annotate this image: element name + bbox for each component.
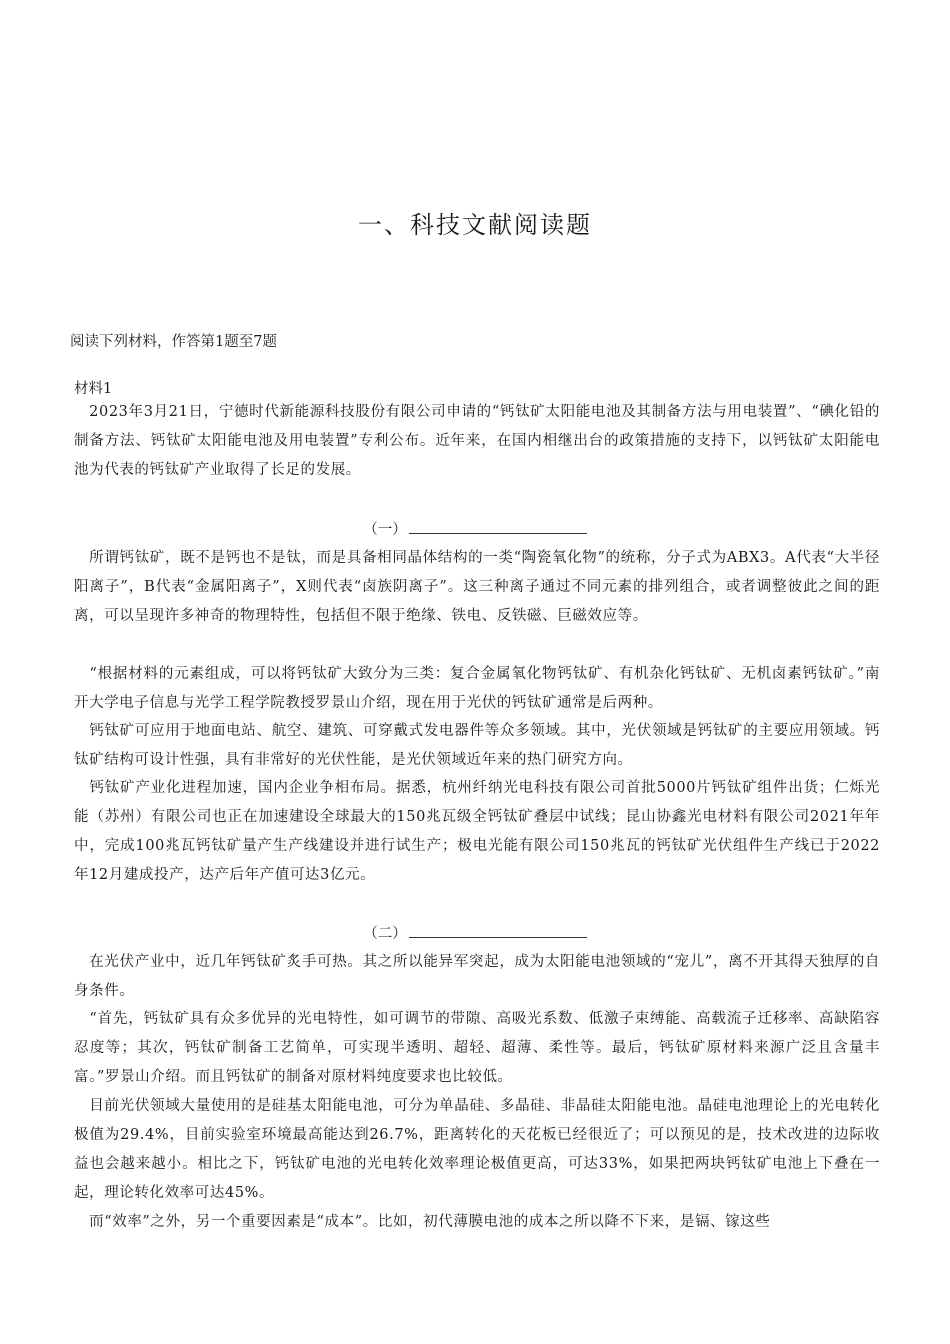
section2-paragraph-3: 目前光伏领域大量使用的是硅基太阳能电池，可分为单晶硅、多晶硅、非晶硅太阳能电池。晶硅电池理论上的光电转化极值为29.4%，目前实验室环境最高能达到26.7%，距离转化的天花板已经很近了；可以预见的是，技术改进的边际收益也会越来越小。相比之下，钙钛矿电池的光电转化效率理论极值更高，可达33%，如果把两块钙钛矿电池上下叠在一起，理论转化效率可达45%。	[74, 1098, 880, 1201]
intro-instruction: 阅读下列材料，作答第1题至7题	[70, 334, 277, 350]
material-paragraph: 2023年3月21日，宁德时代新能源科技股份有限公司申请的“钙钛矿太阳能电池及其制备方法与用电装置”、“碘化铅的制备方法、钙钛矿太阳能电池及用电装置”专利公布。近年来，在国内相继出台的政策措施的支持下，以钙钛矿太阳能电池为代表的钙钛矿产业取得了长足的发展。	[74, 404, 880, 478]
section-heading-1	[0, 518, 950, 539]
section-heading-1-label: （一）	[363, 522, 407, 538]
section1-paragraph-3: 钙钛矿可应用于地面电站、航空、建筑、可穿戴式发电器件等众多领域。其中，光伏领域是钙钛矿的主要应用领域。钙钛矿结构可设计性强，具有非常好的光伏性能，是光伏领域近年来的热门研究方向。	[74, 723, 880, 768]
section2-paragraph-4: 而“效率”之外，另一个重要因素是“成本”。比如，初代薄膜电池的成本之所以降不下来，是镉、镓这些	[74, 1214, 771, 1230]
section2-paragraph-1: 在光伏产业中，近几年钙钛矿炙手可热。其之所以能异军突起，成为太阳能电池领域的“宠儿”，离不开其得天独厚的自身条件。	[74, 954, 880, 999]
answer-blank-1[interactable]	[409, 519, 587, 534]
section1-paragraph-2: “根据材料的元素组成，可以将钙钛矿大致分为三类：复合金属氧化物钙钛矿、有机杂化钙钛矿、无机卤素钙钛矿。”南开大学电子信息与光学工程学院教授罗景山介绍，现在用于光伏的钙钛矿通常是后两种。	[74, 666, 880, 711]
answer-blank-2[interactable]	[409, 923, 587, 938]
section-heading-2-label: （二）	[363, 926, 407, 942]
section1-paragraph-1: 所谓钙钛矿，既不是钙也不是钛，而是具备相同晶体结构的一类“陶瓷氧化物”的统称，分子式为ABX3。A代表“大半径阳离子”，B代表“金属阳离子”，X则代表“卤族阴离子”。这三种离子通过不同元素的排列组合，或者调整彼此之间的距离，可以呈现许多神奇的物理特性，包括但不限于绝缘、铁电、反铁磁、巨磁效应等。	[74, 550, 880, 624]
material-label: 材料1	[74, 381, 113, 397]
section2-paragraph-2: “首先，钙钛矿具有众多优异的光电特性，如可调节的带隙、高吸光系数、低激子束缚能、高载流子迁移率、高缺陷容忍度等；其次，钙钛矿制备工艺简单，可实现半透明、超轻、超薄、柔性等。最后，钙钛矿原材料来源广泛且含量丰富。”罗景山介绍。而且钙钛矿的制备对原材料纯度要求也比较低。	[74, 1011, 880, 1085]
section1-paragraph-4: 钙钛矿产业化进程加速，国内企业争相布局。据悉，杭州纤纳光电科技有限公司首批5000片钙钛矿组件出货；仁烁光能（苏州）有限公司也正在加速建设全球最大的150兆瓦级全钙钛矿叠层中试线；昆山协鑫光电材料有限公司2021年年中，完成100兆瓦钙钛矿量产生产线建设并进行试生产；极电光能有限公司150兆瓦的钙钛矿光伏组件生产线已于2022年12月建成投产，达产后年产值可达3亿元。	[74, 780, 880, 883]
page-title: 一、科技文献阅读题	[358, 211, 592, 239]
section-heading-2	[0, 922, 950, 943]
